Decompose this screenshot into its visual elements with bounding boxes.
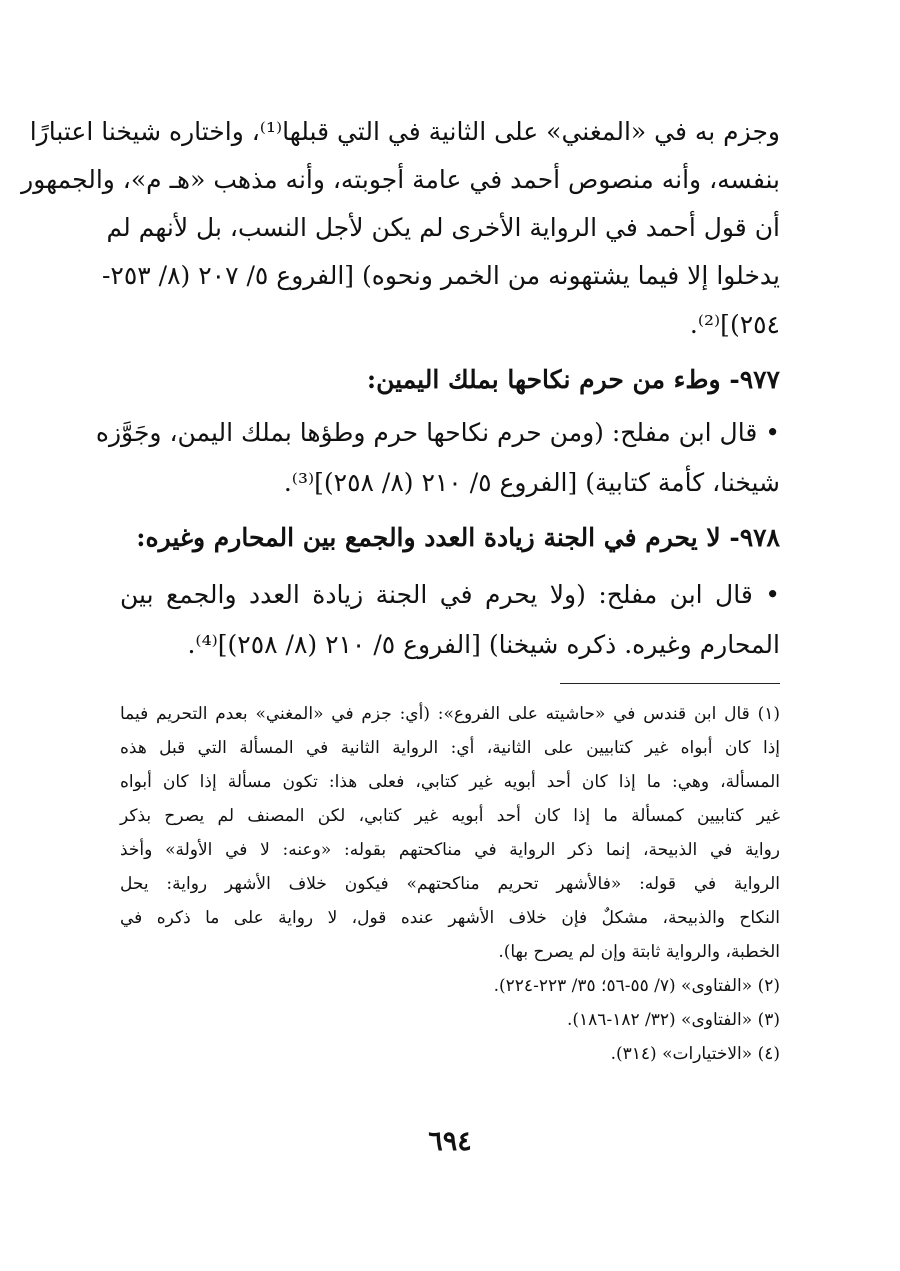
footnote-line: الرواية في قوله: «فالأشهر تحريم مناكحتهم» فيكون خلاف الأشهر رواية: يحل: [120, 874, 780, 894]
body-line: المحارم وغيره. ذكره شيخنا) [الفروع ٥/ ٢١٠ (٨/ ٢٥٨)]⁽⁴⁾.: [187, 630, 780, 659]
section-heading-977: ٩٧٧- وطء من حرم نكاحها بملك اليمين:: [366, 365, 780, 394]
footnote-line: النكاح والذبيحة، مشكلٌ فإن خلاف الأشهر عنده قول، لا رواية على ما ذكره في: [120, 908, 780, 928]
footnote-line: رواية في الذبيحة، إنما ذكر الرواية في مناكحتهم بقوله: «وعنه: لا في الأولة» وأخذ: [120, 840, 780, 860]
body-line: بنفسه، وأنه منصوص أحمد في عامة أجوبته، وأنه مذهب «هـ م»، والجمهور: [21, 165, 780, 194]
footnote-line: غير كتابيين كمسألة ما إذا كان أحد أبويه غير كتابي، لكن المصنف لم يصرح بذكر: [120, 806, 780, 826]
footnote-line: (١) قال ابن قندس في «حاشيته على الفروع»: (أي: جزم في «المغني» بعدم التحريم فيما: [120, 704, 780, 724]
footnote-line: الخطبة، والرواية ثابتة وإن لم يصرح بها).: [498, 942, 780, 962]
body-line: وجزم به في «المغني» على الثانية في التي قبلها⁽¹⁾، واختاره شيخنا اعتبارًا: [29, 117, 780, 146]
body-line: أن قول أحمد في الرواية الأخرى لم يكن لأجل النسب، بل لأنهم لم: [106, 213, 780, 242]
body-line: • قال ابن مفلح: (ومن حرم نكاحها حرم وطؤها بملك اليمن، وجَوَّزه: [95, 418, 780, 447]
footnote-3: (٣) «الفتاوى» (٣٢/ ١٨٢-١٨٦).: [567, 1010, 780, 1030]
section-heading-978: ٩٧٨- لا يحرم في الجنة زيادة العدد والجمع بين المحارم وغيره:: [136, 523, 780, 552]
body-line: ٢٥٤)]⁽²⁾.: [689, 310, 780, 339]
body-line: • قال ابن مفلح: (ولا يحرم في الجنة زيادة العدد والجمع بين: [120, 580, 780, 609]
body-line: يدخلوا إلا فيما يشتهونه من الخمر ونحوه) [الفروع ٥/ ٢٠٧ (٨/ ٢٥٣-: [101, 261, 780, 290]
footnote-separator: [560, 683, 780, 684]
page-number: ٦٩٤: [428, 1126, 472, 1157]
footnote-line: المسألة، وهي: ما إذا كان أحد أبويه غير كتابي، فعلى هذا: تكون مسألة إذا كان أبواه: [120, 772, 780, 792]
body-line: شيخنا، كأمة كتابية) [الفروع ٥/ ٢١٠ (٨/ ٢٥٨)]⁽³⁾.: [283, 468, 780, 497]
footnote-2: (٢) «الفتاوى» (٧/ ٥٥-٥٦؛ ٣٥/ ٢٢٣-٢٢٤).: [493, 976, 780, 996]
footnote-4: (٤) «الاختيارات» (٣١٤).: [610, 1044, 780, 1064]
footnote-line: إذا كان أبواه غير كتابيين على الثانية، أي: الرواية الثانية في المسألة التي قبل هذه: [120, 738, 780, 758]
